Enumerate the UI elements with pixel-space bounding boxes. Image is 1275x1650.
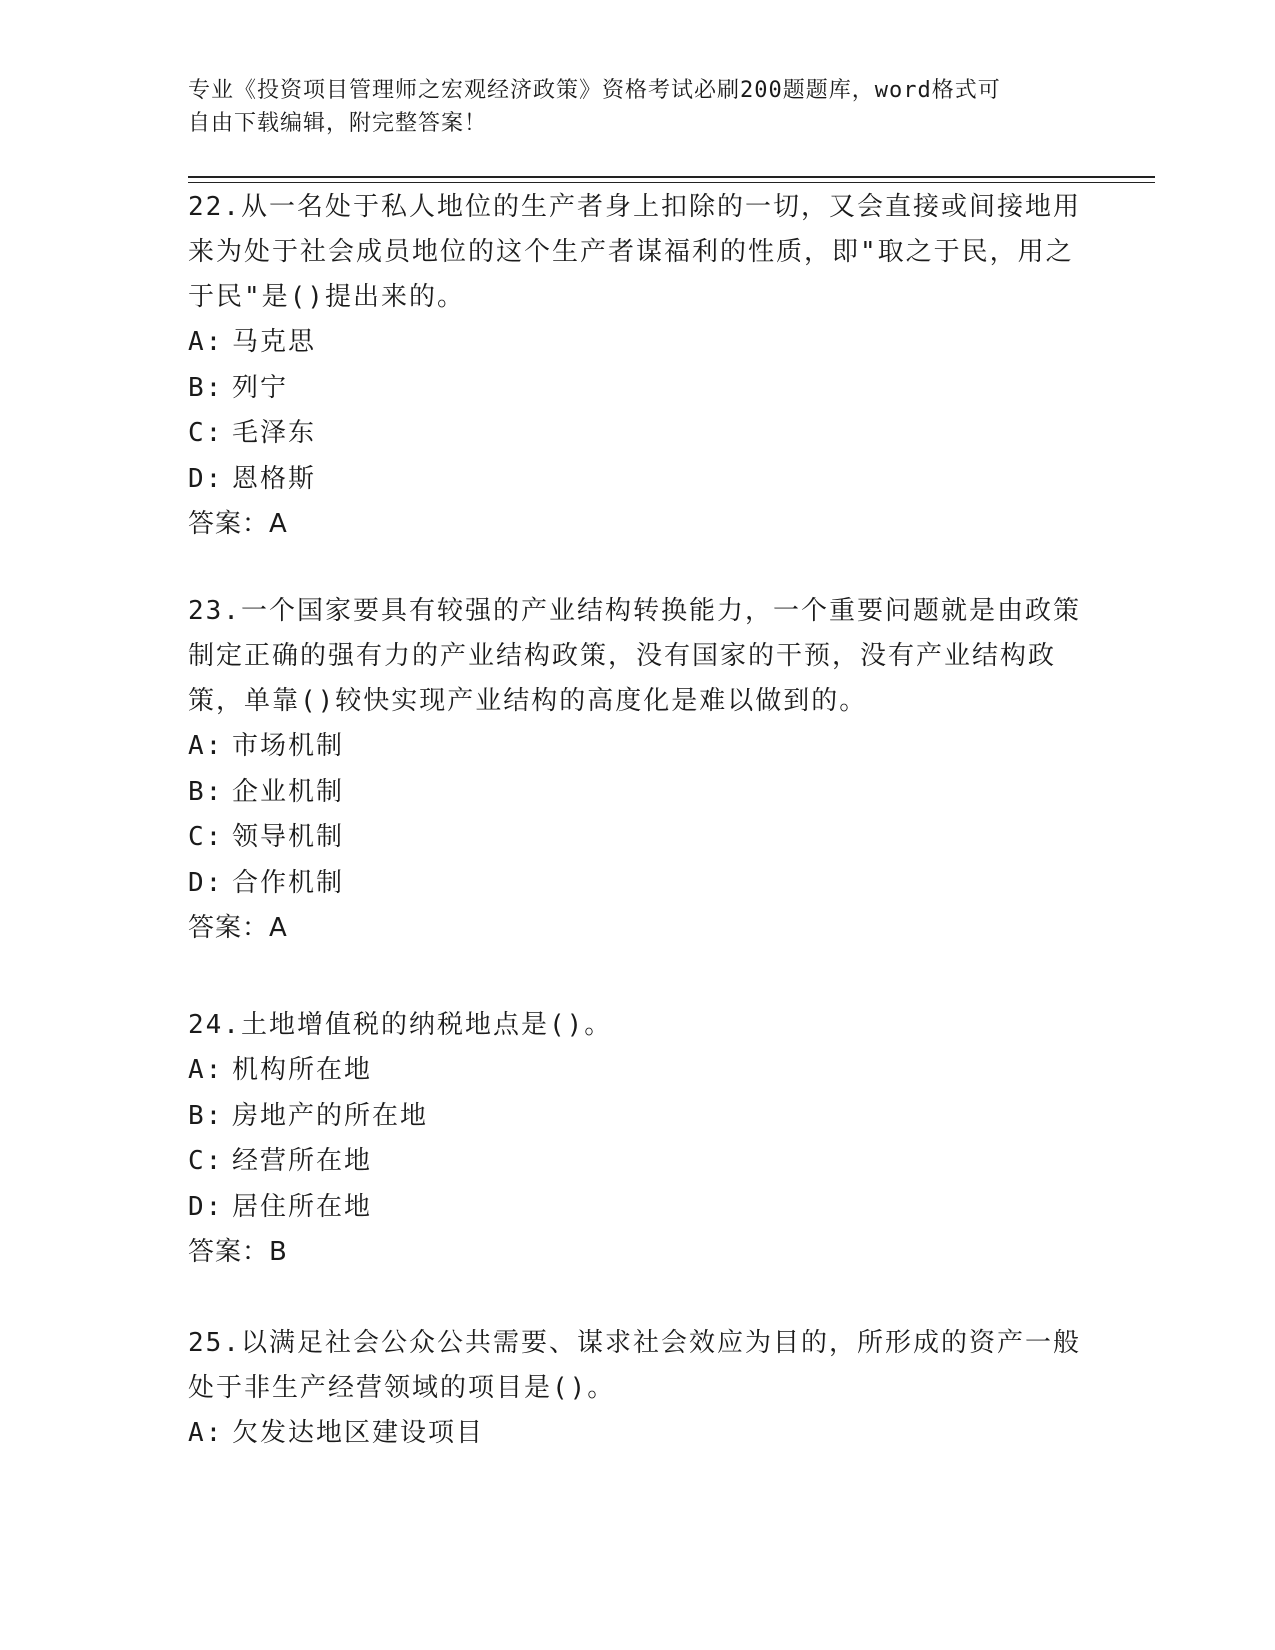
option-b [188, 770, 1088, 816]
option-text: 企业机制 [232, 776, 345, 807]
option-d [188, 1185, 1088, 1231]
option-text: 居住所在地 [232, 1191, 373, 1222]
option-d [188, 861, 1088, 907]
option-text: 毛泽东 [232, 418, 317, 448]
option-letter: B: [188, 372, 224, 403]
document-header [188, 74, 1088, 140]
option-b [188, 366, 1088, 412]
question-text: 24.土地增值税的纳税地点是()。 [188, 1010, 613, 1040]
option-letter: B: [188, 1100, 224, 1131]
option-b [188, 1094, 1088, 1140]
question-text: 23.一个国家要具有较强的产业结构转换能力，一个重要问题就是由政策制定正确的强有力的产业结构政策，没有国家的干预，没有产业结构政策，单靠()较快实现产业结构的高度化是难以做到的。 [188, 596, 1081, 716]
option-d [188, 457, 1088, 503]
option-c [188, 411, 1088, 457]
question-text: 22.从一名处于私人地位的生产者身上扣除的一切，又会直接或间接地用来为处于社会成员地位的这个生产者谋福利的性质，即"取之于民，用之于民"是()提出来的。 [188, 192, 1081, 312]
header-divider-thin [188, 182, 1155, 183]
header-line-2: 自由下载编辑，附完整答案！ [188, 111, 488, 136]
option-c [188, 815, 1088, 861]
question-24 [188, 1003, 1088, 1275]
option-letter: A: [188, 1418, 224, 1448]
option-letter: B: [188, 776, 224, 807]
option-text: 列宁 [232, 372, 289, 403]
option-letter: D: [188, 867, 224, 898]
answer: 答案：A [188, 509, 288, 539]
option-text: 领导机制 [232, 822, 345, 852]
question-23 [188, 589, 1088, 951]
question-25 [188, 1321, 1088, 1457]
option-letter: A: [188, 327, 224, 357]
option-letter: D: [188, 1191, 224, 1222]
option-a [188, 320, 1088, 366]
option-text: 合作机制 [232, 867, 345, 898]
option-letter: C: [188, 1146, 224, 1176]
option-a [188, 1048, 1088, 1094]
option-letter: A: [188, 1055, 224, 1085]
answer: 答案：A [188, 913, 288, 943]
option-text: 房地产的所在地 [232, 1100, 429, 1131]
header-line-1: 专业《投资项目管理师之宏观经济政策》资格考试必刷200题题库，word格式可 [188, 78, 1001, 103]
option-a [188, 724, 1088, 770]
answer: 答案：B [188, 1237, 288, 1267]
option-letter: A: [188, 731, 224, 761]
question-text: 25.以满足社会公众公共需要、谋求社会效应为目的，所形成的资产一般处于非生产经营领域的项目是()。 [188, 1328, 1081, 1403]
question-22 [188, 185, 1088, 547]
option-text: 马克思 [232, 327, 317, 357]
header-divider-thick [188, 176, 1155, 178]
option-a [188, 1411, 1088, 1457]
option-letter: C: [188, 418, 224, 448]
option-text: 市场机制 [232, 731, 345, 761]
option-text: 经营所在地 [232, 1146, 373, 1176]
option-letter: D: [188, 463, 224, 494]
option-letter: C: [188, 822, 224, 852]
option-text: 机构所在地 [232, 1055, 373, 1085]
option-text: 欠发达地区建设项目 [232, 1418, 485, 1448]
option-c [188, 1139, 1088, 1185]
option-text: 恩格斯 [232, 463, 317, 494]
